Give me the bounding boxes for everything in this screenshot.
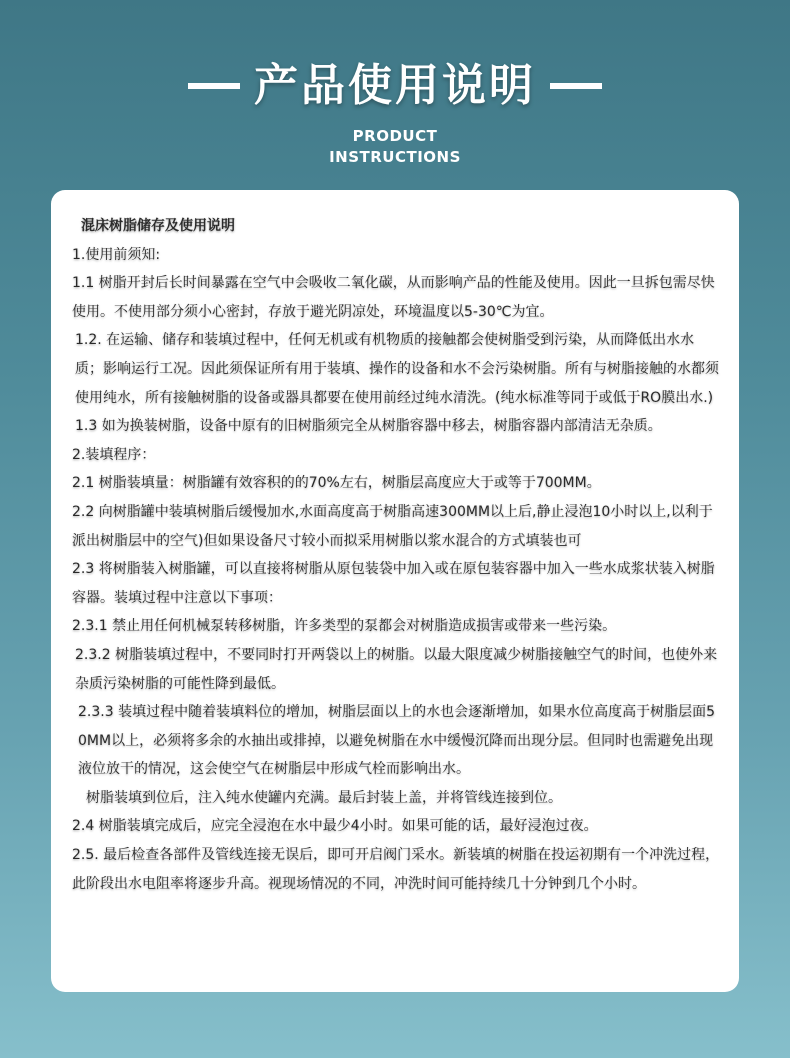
paragraph-1-2: 1.2. 在运输、储存和装填过程中，任何无机或有机物质的接触都会使树脂受到污染，从而降低出水水质；影响运行工况。因此须保证所有用于装填、操作的设备和水不会污染树脂。所有与树脂接触的水都须使用纯水，所有接触树脂的设备或器具都要在使用前经过纯水清洗。(纯水标准等同于或低于RO膜出水.) <box>75 332 719 406</box>
page-title: 产品使用说明 <box>254 60 536 111</box>
paragraph-2-3: 2.3 将树脂装入树脂罐，可以直接将树脂从原包装袋中加入或在原包装容器中加入一些水成浆状装入树脂容器。装填过程中注意以下事项： <box>72 561 715 606</box>
instructions-card <box>51 190 739 992</box>
page-subtitle <box>0 126 790 168</box>
subtitle-line-1: PRODUCT <box>352 127 438 145</box>
title-dash-left <box>188 83 240 89</box>
paragraph-fill-complete: 树脂装填到位后，注入纯水使罐内充满。最后封装上盖，并将管线连接到位。 <box>86 789 562 806</box>
paragraph-2-1: 2.1 树脂装填量：树脂罐有效容积的的70%左右，树脂层高度应大于或等于700MM。 <box>72 475 601 492</box>
title-dash-right <box>550 83 602 89</box>
paragraph-1-1: 1.1 树脂开封后长时间暴露在空气中会吸收二氧化碳，从而影响产品的性能及使用。因此一旦拆包需尽快使用。不使用部分须小心密封，存放于避光阴凉处，环境温度以5-30℃为宜。 <box>72 275 715 320</box>
paragraph-2-5: 2.5. 最后检查各部件及管线连接无误后，即可开启阀门采水。新装填的树脂在投运初期有一个冲洗过程，此阶段出水电阻率将逐步升高。视现场情况的不同，冲洗时间可能持续几十分钟到几个小时。 <box>72 847 720 892</box>
paragraph-2-3-1: 2.3.1 禁止用任何机械泵转移树脂，许多类型的泵都会对树脂造成损害或带来一些污染。 <box>72 618 617 635</box>
subtitle-line-2: INSTRUCTIONS <box>329 148 461 166</box>
paragraph-2-4: 2.4 树脂装填完成后，应完全浸泡在水中最少4小时。如果可能的话，最好浸泡过夜。 <box>72 818 598 835</box>
paragraph-1-3: 1.3 如为换装树脂，设备中原有的旧树脂须完全从树脂容器中移去，树脂容器内部清洁无杂质。 <box>75 418 662 435</box>
section-1-heading: 1.使用前须知: <box>72 246 161 263</box>
section-2-heading: 2.装填程序： <box>72 446 156 463</box>
paragraph-2-2: 2.2 向树脂罐中装填树脂后缓慢加水,水面高度高于树脂高速300MM以上后,静止浸泡10小时以上,以利于派出树脂层中的空气)但如果设备尺寸较小而拟采用树脂以浆水混合的方式填装也可 <box>72 503 713 549</box>
paragraph-2-3-2: 2.3.2 树脂装填过程中，不要同时打开两袋以上的树脂。以最大限度减少树脂接触空气的时间，也使外来杂质污染树脂的可能性降到最低。 <box>75 646 718 692</box>
paragraph-2-3-3: 2.3.3 装填过程中随着装填料位的增加，树脂层面以上的水也会逐渐增加，如果水位高度高于树脂层面50MM以上，必须将多余的水抽出或排掉，以避免树脂在水中缓慢沉降而出现分层。但同时也需避免出现液位放干的情况，这会使空气在树脂层中形成气栓而影响出水。 <box>78 704 715 778</box>
document-title: 混床树脂储存及使用说明 <box>81 218 235 234</box>
title-row <box>0 58 790 114</box>
page-header <box>0 58 790 168</box>
